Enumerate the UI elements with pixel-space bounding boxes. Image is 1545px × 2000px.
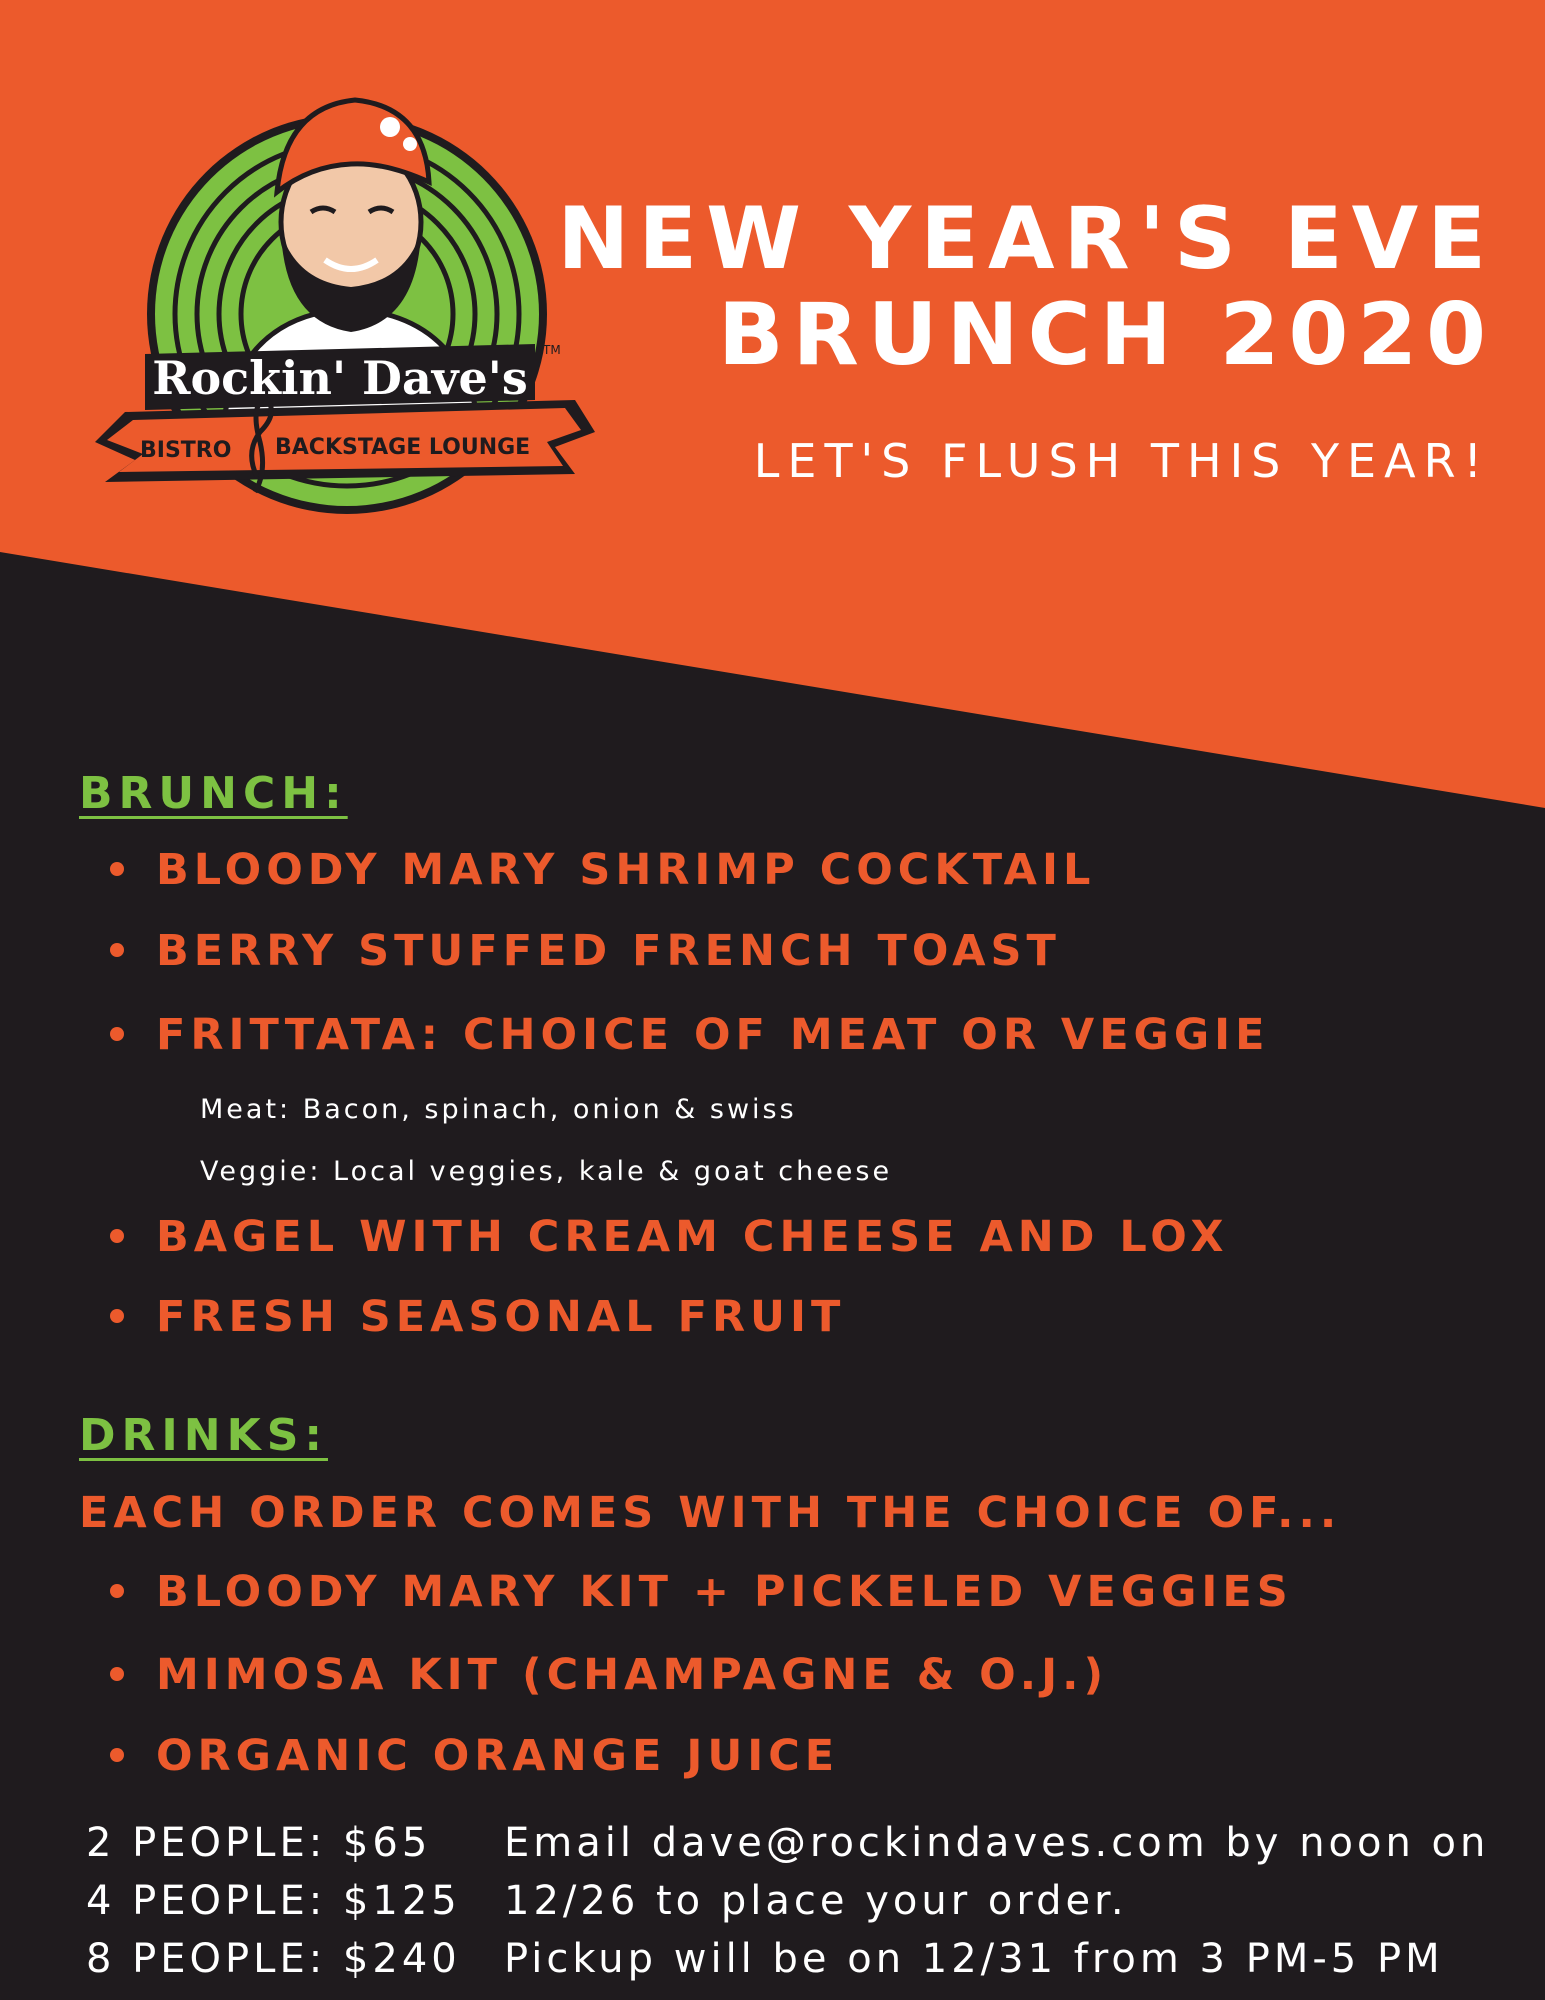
bullet-icon <box>110 943 124 957</box>
logo-tagline-left: BISTRO <box>140 438 232 463</box>
subtitle: LET'S FLUSH THIS YEAR! <box>753 434 1490 488</box>
logo-name: Rockin' Dave's <box>152 351 528 405</box>
drinks-intro: EACH ORDER COMES WITH THE CHOICE OF... <box>79 1488 1342 1538</box>
price-2-people: 2 PEOPLE: $65 <box>86 1820 432 1866</box>
bullet-icon <box>110 862 124 876</box>
bullet-icon <box>110 1027 124 1041</box>
drinks-heading: DRINKS: <box>79 1410 328 1461</box>
bullet-icon <box>110 1584 124 1598</box>
list-item: FRESH SEASONAL FRUIT <box>110 1292 845 1342</box>
title-line-1: NEW YEAR'S EVE <box>557 189 1495 289</box>
rockin-daves-logo <box>85 82 605 532</box>
list-item: FRITTATA: CHOICE OF MEAT OR VEGGIE <box>110 1010 1270 1060</box>
list-item: MIMOSA KIT (CHAMPAGNE & O.J.) <box>110 1650 1108 1700</box>
list-item: BLOODY MARY SHRIMP COCKTAIL <box>110 845 1095 895</box>
order-info-line-2: 12/26 to place your order. <box>504 1878 1128 1924</box>
list-item: BERRY STUFFED FRENCH TOAST <box>110 926 1061 976</box>
logo-tagline-right: BACKSTAGE LOUNGE <box>275 435 531 460</box>
price-4-people: 4 PEOPLE: $125 <box>86 1878 461 1924</box>
list-item: ORGANIC ORANGE JUICE <box>110 1731 839 1781</box>
bullet-icon <box>110 1309 124 1323</box>
list-item: BLOODY MARY KIT + PICKELED VEGGIES <box>110 1567 1293 1617</box>
brunch-heading: BRUNCH: <box>79 768 348 819</box>
bullet-icon <box>110 1667 124 1681</box>
order-info-line-1: Email dave@rockindaves.com by noon on <box>504 1820 1490 1866</box>
frittata-note-meat: Meat: Bacon, spinach, onion & swiss <box>200 1094 797 1125</box>
bullet-icon <box>110 1748 124 1762</box>
list-item: BAGEL WITH CREAM CHEESE AND LOX <box>110 1212 1228 1262</box>
price-8-people: 8 PEOPLE: $240 <box>86 1936 461 1982</box>
bullet-icon <box>110 1229 124 1243</box>
title-line-2: BRUNCH 2020 <box>718 285 1495 385</box>
logo-trademark: TM <box>543 343 561 357</box>
order-info-line-3: Pickup will be on 12/31 from 3 PM-5 PM <box>504 1936 1444 1982</box>
frittata-note-veggie: Veggie: Local veggies, kale & goat cheese <box>200 1156 893 1187</box>
